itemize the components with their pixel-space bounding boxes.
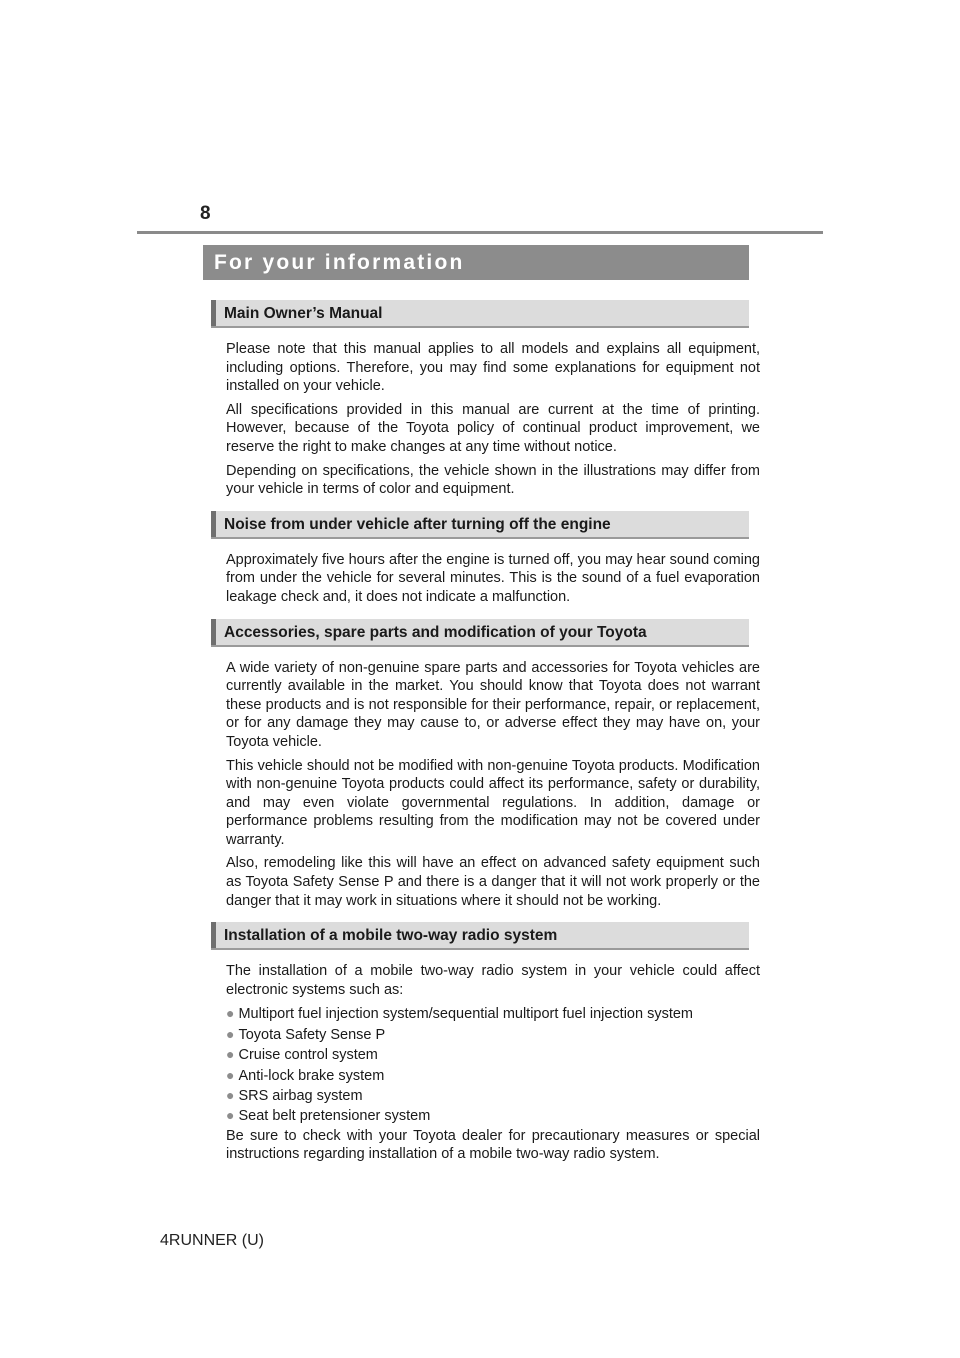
bullet-icon: ● bbox=[226, 1005, 235, 1022]
paragraph: Be sure to check with your Toyota dealer for precautionary measures or special instructions regarding installation of a mobile two-way radio system. bbox=[226, 1127, 760, 1163]
section-body bbox=[211, 659, 760, 911]
bullet-icon: ● bbox=[226, 1025, 235, 1042]
paragraph: Please note that this manual applies to all models and explains all equipment, including options. Therefore, you may find some explanations for equipment not installed on your vehicle. bbox=[226, 341, 760, 395]
page-number: 8 bbox=[200, 203, 211, 224]
bullet-icon: ● bbox=[226, 1046, 235, 1063]
paragraph: The installation of a mobile two-way radio system in your vehicle could affect electronic systems such as: bbox=[226, 963, 760, 998]
subheading-main-owners-manual: Main Owner’s Manual bbox=[211, 300, 749, 328]
section-title: For your information bbox=[203, 245, 749, 280]
list-item: ● Toyota Safety Sense P bbox=[226, 1025, 386, 1043]
footer-model: 4RUNNER (U) bbox=[160, 1232, 264, 1249]
paragraph: Also, remodeling like this will have an effect on advanced safety equipment such as Toyota Safety Sense P and there is a danger that it will not work properly or the danger that it may work in situations where it should not be working. bbox=[226, 855, 760, 909]
section-body bbox=[211, 340, 760, 499]
bullet-icon: ● bbox=[226, 1107, 235, 1124]
list-item: ● Cruise control system bbox=[226, 1046, 378, 1064]
section-body bbox=[211, 551, 760, 607]
paragraph: All specifications provided in this manual are current at the time of printing. However, because of the Toyota policy of continual product improvement, we reserve the right to make changes at any time without notice. bbox=[226, 401, 760, 455]
list-item: ● Multiport fuel injection system/sequential multiport fuel injection system bbox=[226, 1005, 694, 1023]
list-item: ● Seat belt pretensioner system bbox=[226, 1107, 431, 1125]
subheading-accessories: Accessories, spare parts and modification of your Toyota bbox=[211, 619, 749, 647]
subheading-noise: Noise from under vehicle after turning off the engine bbox=[211, 511, 749, 539]
subheading-radio-system: Installation of a mobile two-way radio system bbox=[211, 922, 749, 950]
paragraph: Depending on specifications, the vehicle shown in the illustrations may differ from your vehicle in terms of color and equipment. bbox=[226, 462, 760, 498]
bullet-icon: ● bbox=[226, 1087, 235, 1104]
page-content bbox=[211, 300, 760, 1164]
bullet-icon: ● bbox=[226, 1066, 235, 1083]
header-rule bbox=[137, 231, 823, 234]
paragraph: Approximately five hours after the engine is turned off, you may hear sound coming from under the vehicle for several minutes. This is the sound of a fuel evaporation leakage check and, it does not indicate a malfunction. bbox=[226, 551, 760, 605]
paragraph: A wide variety of non-genuine spare parts and accessories for Toyota vehicles are currently available in the market. You should know that Toyota does not warrant these products and is not responsible for their performance, repair, or replacement, or for any damage they may cause to, or adverse effect they may have on, your Toyota vehicle. bbox=[226, 659, 760, 750]
section-body bbox=[211, 962, 760, 1164]
list-item: ● SRS airbag system bbox=[226, 1087, 363, 1105]
list-item: ● Anti-lock brake system bbox=[226, 1066, 385, 1084]
paragraph: This vehicle should not be modified with non-genuine Toyota products. Modification with non-genuine Toyota products could affect its performance, safety or durability, and may even violate governmental regulations. In addition, damage or performance problems resulting from the modification may not be covered under warranty. bbox=[226, 757, 760, 848]
